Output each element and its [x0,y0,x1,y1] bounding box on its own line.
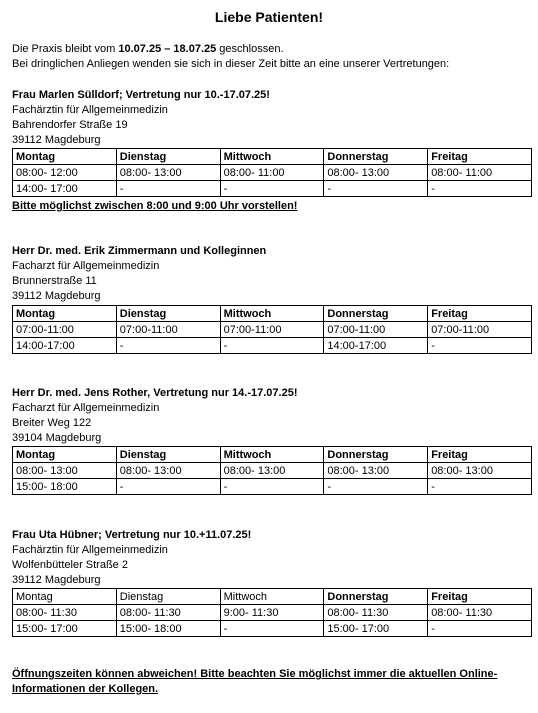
hours-cell: 08:00- 13:00 [116,165,220,181]
practice-city: 39104 Magdeburg [12,432,102,444]
hours-cell: 15:00- 17:00 [13,621,117,637]
table-header-row [13,589,532,605]
hours-cell: 07:00-11:00 [116,322,220,338]
hours-cell: 08:00- 13:00 [428,463,532,479]
practice-specialty: Facharzt für Allgemeinmedizin [12,260,160,272]
day-header: Montag [13,447,117,463]
hours-cell: 08:00- 11:30 [428,605,532,621]
table-row [13,338,532,354]
footer-note-line-2: Informationen der Kollegen. [12,683,159,695]
table-header-row [13,306,532,322]
hours-cell: 14:00-17:00 [324,338,428,354]
hours-cell: - [116,338,220,354]
intro-prefix: Die Praxis bleibt vom [12,43,119,55]
hours-cell: 08:00- 13:00 [324,463,428,479]
hours-cell: 08:00- 13:00 [324,165,428,181]
hours-cell: - [324,479,428,495]
day-header: Freitag [428,447,532,463]
practice-4-hours-table [12,588,532,637]
day-header: Donnerstag [324,589,428,605]
hours-cell: - [220,338,324,354]
hours-cell: - [428,338,532,354]
hours-cell: 08:00- 11:00 [220,165,324,181]
hours-cell: 08:00- 13:00 [13,463,117,479]
footer-note-line-1: Öffnungszeiten können abweichen! Bitte beachten Sie möglichst immer die aktuellen Online- [12,668,498,680]
practice-name: Frau Uta Hübner; Vertretung nur 10.+11.07.25! [12,529,252,541]
hours-cell: 15:00- 17:00 [324,621,428,637]
practice-3-hours-table [12,446,532,495]
intro-line-1 [12,42,532,57]
day-header: Freitag [428,149,532,165]
footer-note [12,667,532,697]
practice-street: Bahrendorfer Straße 19 [12,119,128,131]
day-header: Mittwoch [220,589,324,605]
practice-4-info [12,528,532,588]
hours-cell: - [116,479,220,495]
day-header: Freitag [428,589,532,605]
practice-street: Brunnerstraße 11 [12,275,97,287]
hours-cell: - [220,181,324,197]
practice-1-hours-table [12,148,532,197]
day-header: Donnerstag [324,306,428,322]
page-title: Liebe Patienten! [214,9,324,25]
hours-cell: 08:00- 11:00 [428,165,532,181]
hours-cell: 08:00- 11:30 [324,605,428,621]
day-header: Mittwoch [220,447,324,463]
hours-cell: 07:00-11:00 [324,322,428,338]
hours-cell: 08:00- 12:00 [13,165,117,181]
hours-cell: 08:00- 11:30 [13,605,117,621]
practice-name: Herr Dr. med. Jens Rother, Vertretung nur 14.-17.07.25! [12,387,298,399]
day-header: Dienstag [116,589,220,605]
day-header: Dienstag [116,447,220,463]
day-header: Mittwoch [220,306,324,322]
practice-street: Breiter Weg 122 [12,417,92,429]
day-header: Freitag [428,306,532,322]
practice-city: 39112 Magdeburg [12,134,101,146]
hours-cell: - [220,479,324,495]
practice-specialty: Facharzt für Allgemeinmedizin [12,402,160,414]
hours-cell: 9:00- 11:30 [220,605,324,621]
day-header: Montag [13,149,117,165]
day-header: Mittwoch [220,149,324,165]
table-row [13,605,532,621]
hours-cell: - [116,181,220,197]
closure-dates: 10.07.25 – 18.07.25 [118,43,217,55]
intro-suffix: geschlossen. [216,43,284,55]
table-row [13,165,532,181]
practice-name: Frau Marlen Sülldorf; Vertretung nur 10.-17.07.25! [12,89,270,101]
practice-specialty: Fachärztin für Allgemeinmedizin [12,544,168,556]
hours-cell: 07:00-11:00 [13,322,117,338]
day-header: Donnerstag [324,447,428,463]
practice-street: Wolfenbütteler Straße 2 [12,559,128,571]
hours-cell: 15:00- 18:00 [13,479,117,495]
practice-specialty: Fachärztin für Allgemeinmedizin [12,104,168,116]
intro-text [12,42,532,72]
hours-cell: 07:00-11:00 [428,322,532,338]
hours-cell: - [428,479,532,495]
hours-cell: - [324,181,428,197]
practice-name: Herr Dr. med. Erik Zimmermann und Kolleginnen [12,245,267,257]
table-header-row [13,149,532,165]
hours-cell: 15:00- 18:00 [116,621,220,637]
hours-cell: 14:00- 17:00 [13,181,117,197]
hours-cell: 08:00- 11:30 [116,605,220,621]
practice-2-info [12,244,532,304]
day-header: Montag [13,306,117,322]
hours-cell: - [220,621,324,637]
table-row [13,621,532,637]
day-header: Dienstag [116,149,220,165]
table-row [13,181,532,197]
day-header: Montag [13,589,117,605]
hours-cell: 14:00-17:00 [13,338,117,354]
day-header: Donnerstag [324,149,428,165]
hours-cell: 08:00- 13:00 [116,463,220,479]
table-row [13,463,532,479]
practice-city: 39112 Magdeburg [12,290,101,302]
intro-line-2: Bei dringlichen Anliegen wenden sie sich in dieser Zeit bitte an eine unserer Vertretungen: [12,58,450,70]
hours-cell: 08:00- 13:00 [220,463,324,479]
table-row [13,479,532,495]
day-header: Dienstag [116,306,220,322]
practice-1-info [12,88,532,148]
table-header-row [13,447,532,463]
practice-1-note: Bitte möglichst zwischen 8:00 und 9:00 Uhr vorstellen! [12,200,298,212]
hours-cell: - [428,181,532,197]
hours-cell: - [428,621,532,637]
practice-2-hours-table [12,305,532,354]
hours-cell: 07:00-11:00 [220,322,324,338]
table-row [13,322,532,338]
practice-city: 39112 Magdeburg [12,574,101,586]
practice-3-info [12,386,532,446]
